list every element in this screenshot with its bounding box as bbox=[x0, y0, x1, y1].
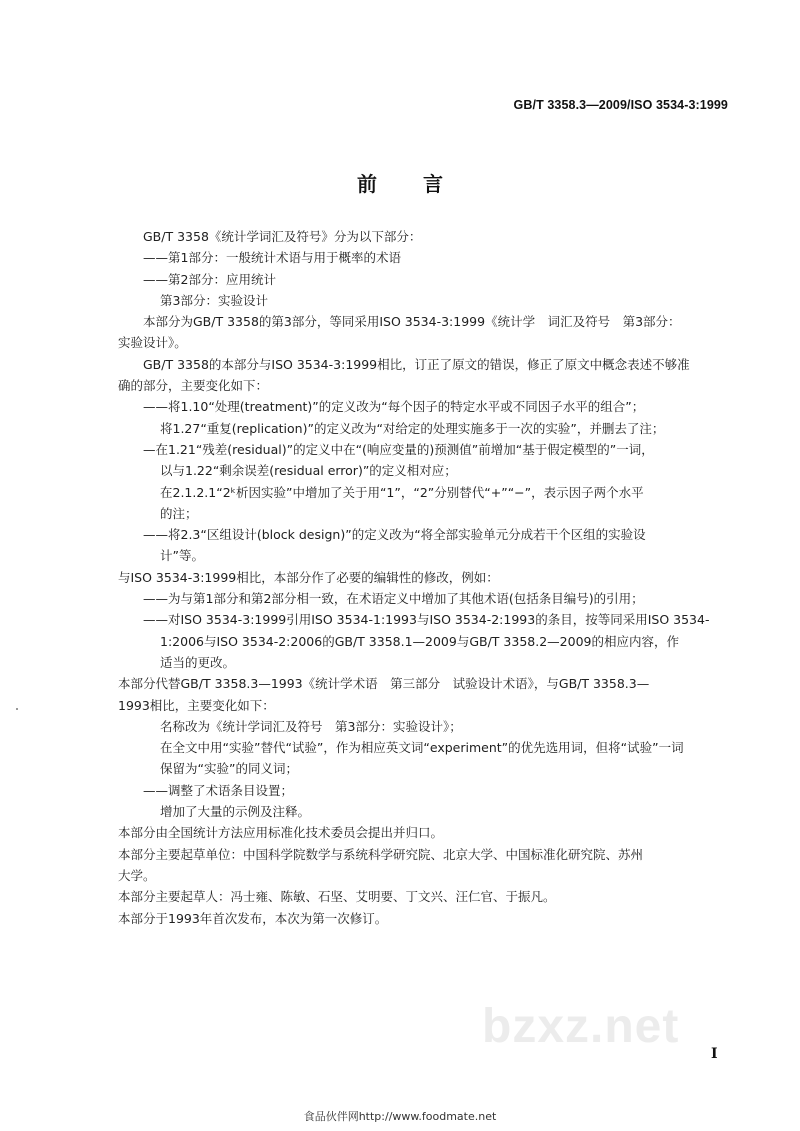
text-line: 名称改为《统计学词汇及符号 第3部分：实验设计》； bbox=[160, 718, 462, 734]
text-line: 在2.1.2.1“2ᵏ析因实验”中增加了关于用“1”，“2”分别替代“+”“−”，表示因子两个水平 bbox=[160, 484, 644, 500]
text-line: 本部分代替GB/T 3358.3—1993《统计学术语 第三部分 试验设计术语》，与GB/T 3358.3— bbox=[118, 676, 650, 692]
text-line: 计”等。 bbox=[160, 548, 204, 564]
text-line: 与ISO 3534-3:1999相比，本部分作了必要的编辑性的修改，例如： bbox=[118, 569, 499, 585]
text-line: 以与1.22“剩余误差(residual error)”的定义相对应； bbox=[160, 463, 457, 479]
text-line: 本部分主要起草单位：中国科学院数学与系统科学研究院、北京大学、中国标准化研究院、苏州 bbox=[118, 846, 644, 862]
text-line: 实验设计》。 bbox=[118, 335, 187, 351]
text-line: 第3部分：实验设计 bbox=[160, 292, 268, 308]
footer-source: 食品伙伴网http://www.foodmate.net bbox=[303, 1110, 497, 1123]
text-line: GB/T 3358《统计学词汇及符号》分为以下部分： bbox=[143, 229, 422, 244]
text-line: ——第1部分：一般统计术语与用于概率的术语 bbox=[143, 250, 401, 266]
page-number: I bbox=[711, 1046, 718, 1062]
text-line: 1993相比，主要变化如下： bbox=[118, 697, 275, 713]
text-line: 的注； bbox=[160, 505, 198, 521]
text-line: 保留为“实验”的同义词； bbox=[160, 761, 298, 777]
text-line: 增加了大量的示例及注释。 bbox=[160, 804, 311, 820]
text-line: ——将1.10“处理(treatment)”的定义改为“每个因子的特定水平或不同因子水平的组合”； bbox=[143, 399, 645, 415]
text-line: 本部分于1993年首次发布，本次为第一次修订。 bbox=[118, 910, 388, 926]
foreword-body bbox=[118, 226, 730, 929]
text-line: 1:2006与ISO 3534-2:2006的GB/T 3358.1—2009与GB/T 3358.2—2009的相应内容，作 bbox=[160, 633, 679, 649]
text-line: ——第2部分：应用统计 bbox=[143, 271, 276, 287]
text-line: ——对ISO 3534-3:1999引用ISO 3534-1:1993与ISO 3534-2:1993的条目，按等同采用ISO 3534- bbox=[143, 612, 710, 628]
text-line: 本部分主要起草人：冯士雍、陈敏、石坚、艾明要、丁文兴、汪仁官、于振凡。 bbox=[118, 889, 556, 905]
margin-dot bbox=[16, 708, 18, 710]
text-line: —在1.21“残差(residual)”的定义中在“(响应变量的)预测值”前增加“基于假定模型的”一词， bbox=[143, 441, 654, 457]
text-line: 将1.27“重复(replication)”的定义改为“对给定的处理实施多于一次的实验”，并删去了注； bbox=[160, 420, 665, 436]
text-line: 确的部分，主要变化如下： bbox=[118, 378, 269, 394]
standard-code: GB/T 3358.3—2009/ISO 3534-3:1999 bbox=[513, 98, 728, 112]
text-line: 大学。 bbox=[118, 867, 156, 883]
text-line: 本部分为GB/T 3358的第3部分，等同采用ISO 3534-3:1999《统计学 词汇及符号 第3部分： bbox=[143, 314, 681, 330]
text-line: ——将2.3“区组设计(block design)”的定义改为“将全部实验单元分成若干个区组的实验设 bbox=[143, 527, 646, 543]
text-line: GB/T 3358的本部分与ISO 3534-3:1999相比，订正了原文的错误，修正了原文中概念表述不够准 bbox=[143, 356, 690, 372]
text-line: 在全文中用“实验”替代“试验”，作为相应英文词“experiment”的优先选用词，但将“试验”一词 bbox=[160, 740, 684, 756]
text-line: 适当的更改。 bbox=[160, 654, 236, 670]
text-line: ——为与第1部分和第2部分相一致，在术语定义中增加了其他术语(包括条目编号)的引用； bbox=[143, 591, 644, 607]
text-line: ——调整了术语条目设置； bbox=[143, 782, 294, 798]
watermark: bzxz.net bbox=[482, 1000, 680, 1053]
page-title: 前言 bbox=[357, 172, 489, 196]
text-line: 本部分由全国统计方法应用标准化技术委员会提出并归口。 bbox=[118, 825, 444, 841]
